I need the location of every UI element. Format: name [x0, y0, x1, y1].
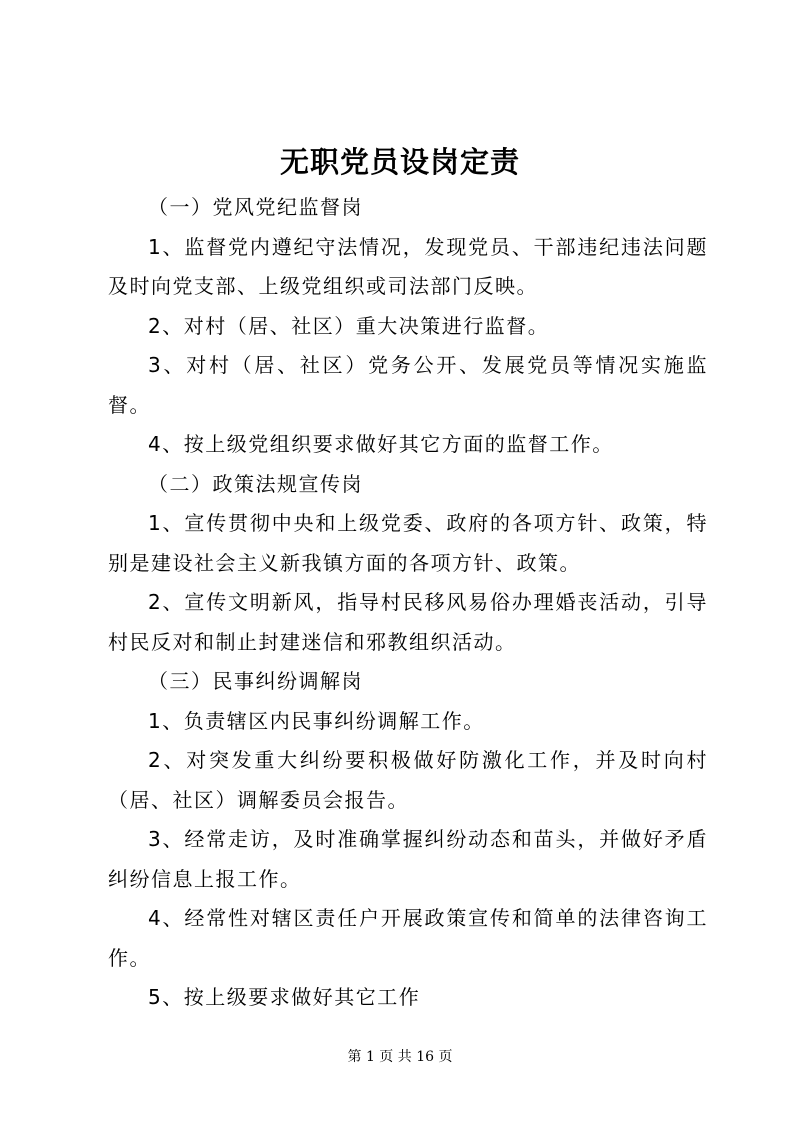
paragraph: 2、对村（居、社区）重大决策进行监督。 — [148, 313, 550, 338]
paragraph: 3、对村（居、社区）党务公开、发展党员等情况实施监督。 — [108, 353, 708, 417]
paragraph: 2、对突发重大纠纷要积极做好防激化工作，并及时向村（居、社区）调解委员会报告。 — [108, 748, 708, 812]
paragraph: 4、按上级党组织要求做好其它方面的监督工作。 — [148, 432, 614, 456]
paragraph: 1、监督党内遵纪守法情况，发现党员、干部违纪违法问题及时向党支部、上级党组织或司法部门反映。 — [108, 234, 708, 298]
page-footer: 第 1 页 共 16 页 — [347, 1049, 453, 1065]
document-title: 无职党员设岗定责 — [279, 145, 520, 179]
paragraph: 1、负责辖区内民事纠纷调解工作。 — [148, 708, 485, 733]
paragraph: 4、经常性对辖区责任户开展政策宣传和简单的法律咨询工作。 — [108, 906, 708, 970]
paragraph: 2、宣传文明新风，指导村民移风易俗办理婚丧活动，引导村民反对和制止封建迷信和邪教组织活动。 — [108, 590, 708, 654]
section-heading-3: （三）民事纠纷调解岗 — [148, 669, 363, 693]
section-heading-2: （二）政策法规宣传岗 — [148, 471, 363, 496]
paragraph: 5、按上级要求做好其它工作 — [148, 985, 421, 1009]
document-body — [108, 188, 708, 1018]
section-heading-1: （一）党风党纪监督岗 — [148, 195, 363, 219]
paragraph: 3、经常走访，及时准确掌握纠纷动态和苗头，并做好矛盾纠纷信息上报工作。 — [108, 827, 708, 891]
paragraph: 1、宣传贯彻中央和上级党委、政府的各项方针、政策，特别是建设社会主义新我镇方面的各项方针、政策。 — [108, 511, 708, 575]
